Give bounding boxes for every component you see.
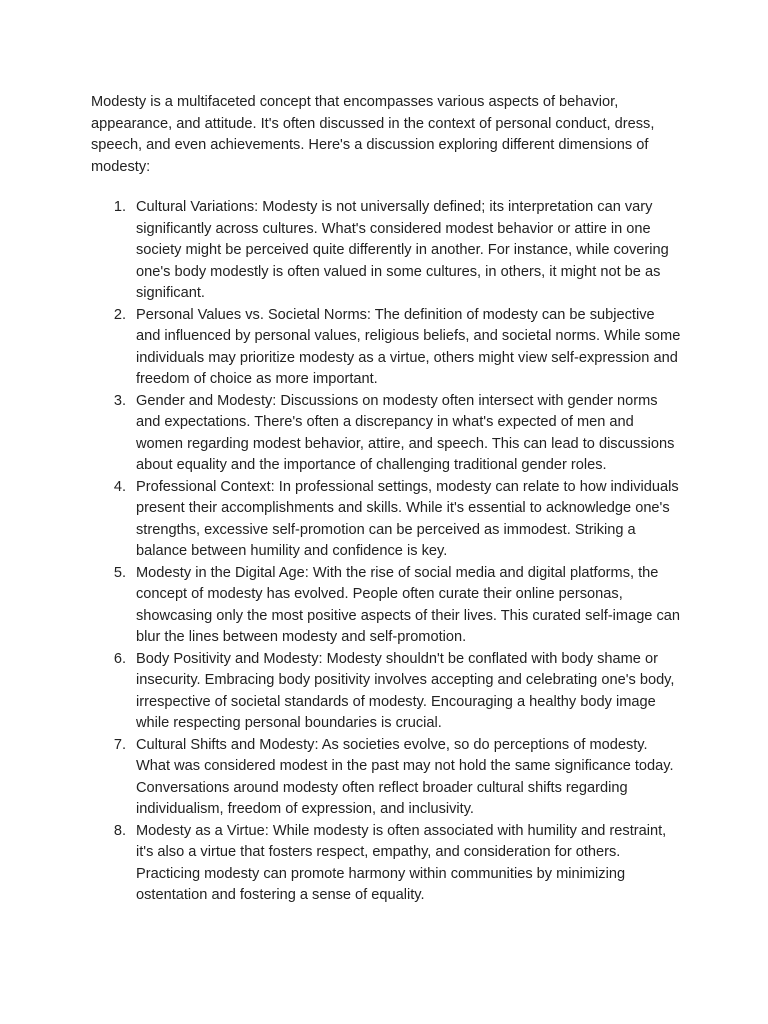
list-item-text: Personal Values vs. Societal Norms: The definition of modesty can be subjective and influenced by personal values, religious beliefs, and societal norms. While some individuals may prioritize modesty as a virtue, others might view self-expression and freedom of choice as more important. bbox=[136, 306, 681, 387]
list-item-text: Modesty as a Virtue: While modesty is often associated with humility and restraint, it's also a virtue that fosters respect, empathy, and consideration for others. Practicing modesty can promote harmony within communities by minimizing ostentation and fostering a sense of equality. bbox=[136, 822, 667, 903]
list-item bbox=[91, 391, 681, 477]
list-number: 1. bbox=[113, 199, 126, 215]
list-number: 5. bbox=[113, 564, 126, 581]
document-body bbox=[91, 92, 681, 907]
list-item-text: Cultural Shifts and Modesty: As societies evolve, so do perceptions of modesty. What was considered modest in the past may not hold the same significance today. Conversations around modesty often reflect broader cultural shifts regarding individualism, freedom of expression, and inclusivity. bbox=[136, 736, 674, 817]
list-number: 7. bbox=[113, 736, 126, 753]
list-item bbox=[91, 735, 681, 821]
list-item-text: Cultural Variations: Modesty is not universally defined; its interpretation can vary significantly across cultures. What's considered modest behavior or attire in one society might be perceived quite differently in another. For instance, while covering one's body modestly is often valued in some cultures, in others, it might not be as significant. bbox=[136, 199, 669, 301]
dimensions-list bbox=[91, 197, 681, 907]
list-item bbox=[91, 305, 681, 391]
list-number: 6. bbox=[113, 650, 126, 667]
list-number: 2. bbox=[113, 306, 126, 323]
list-item bbox=[91, 821, 681, 907]
list-item-text: Modesty in the Digital Age: With the rise of social media and digital platforms, the concept of modesty has evolved. People often curate their online personas, showcasing only the most positive aspects of their lives. This curated self-image can blur the lines between modesty and self-promotion. bbox=[136, 564, 681, 645]
intro-paragraph: Modesty is a multifaceted concept that encompasses various aspects of behavior, appearance, and attitude. It's often discussed in the context of personal conduct, dress, speech, and even achievements. Here's a discussion exploring different dimensions of modesty: bbox=[91, 94, 655, 175]
list-item-text: Body Positivity and Modesty: Modesty shouldn't be conflated with body shame or insecurity. Embracing body positivity involves accepting and celebrating one's body, irrespective of societal standards of modesty. Encouraging a healthy body image while respecting personal boundaries is crucial. bbox=[136, 650, 675, 731]
list-item bbox=[91, 477, 681, 563]
list-item bbox=[91, 197, 681, 305]
list-number: 4. bbox=[113, 478, 126, 495]
list-item bbox=[91, 649, 681, 735]
list-item bbox=[91, 563, 681, 649]
list-item-text: Gender and Modesty: Discussions on modesty often intersect with gender norms and expectations. There's often a discrepancy in what's expected of men and women regarding modest behavior, attire, and speech. This can lead to discussions about equality and the importance of challenging traditional gender roles. bbox=[136, 392, 675, 473]
list-number: 3. bbox=[113, 392, 126, 409]
list-number: 8. bbox=[113, 822, 126, 839]
list-item-text: Professional Context: In professional settings, modesty can relate to how individuals present their accomplishments and skills. While it's essential to acknowledge one's strengths, excessive self-promotion can be perceived as immodest. Striking a balance between humility and confidence is key. bbox=[136, 478, 679, 559]
